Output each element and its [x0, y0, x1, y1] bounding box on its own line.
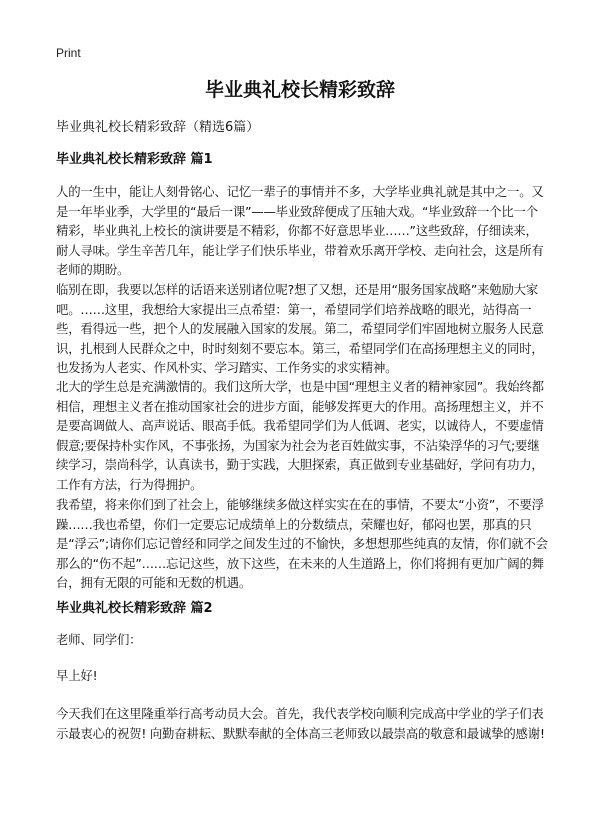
- paragraph: 临别在即，我要以怎样的话语来送别诸位呢?想了又想，还是用“服务国家战略”来勉励大家吧。……这里，我想给大家提出三点希望：第一，希望同学们培养战略的眼光，站得高一些，看得远一些，把个人的发展融入国家的发展。第二，希望同学们牢固地树立服务人民意识，扎根到人民群众之中，时时刻刻不要忘本。第三，希望同学们在高扬理想主义的同时，也发扬为人老实、作风朴实、学习踏实、工作务实的求实精神。: [56, 282, 544, 375]
- section-heading: 毕业典礼校长精彩致辞 篇1: [56, 152, 213, 167]
- paragraph: 北大的学生总是充满激情的。我们这所大学，也是中国“理想主义者的精神家园”。我始终都相信，理想主义者在推动国家社会的进步方面，能够发挥更大的作用。高扬理想主义，并不是要高调做人、高声说话、眼高手低。我希望同学们为人低调、老实，以诚待人，不要虚情假意;要保持朴实作风，不事张扬，为国家为社会为老百姓做实事，不沾染浮华的习气;要继续学习，崇尚科学，认真读书，勤于实践，大胆探索，真正做到专业基础好，学问有功力，工作有方法，行为得拥护。: [56, 379, 544, 492]
- paragraph: 今天我们在这里隆重举行高考动员大会。首先，我代表学校向顺利完成高中学业的学子们表示最衷心的祝贺! 向勤奋耕耘、默默奉献的全体高三老师致以最崇高的敬意和最诚挚的感谢!: [56, 706, 545, 741]
- section-heading: 毕业典礼校长精彩致辞 篇2: [56, 601, 213, 616]
- paragraph: 我希望，将来你们到了社会上，能够继续多做这样实实在在的事情，不要太“小资”，不要浮躁……我也希望，你们一定要忘记成绩单上的分数绩点，荣耀也好，郁闷也罢，那真的只是“浮云”;请你们忘记曾经和同学之间发生过的不愉快，多想想那些纯真的友情，你们就不会那么的“伤不起”……忘记这些，放下这些，在未来的人生道路上，你们将拥有更加广阔的舞台，拥有无限的可能和无数的机遇。: [56, 497, 548, 590]
- print-link[interactable]: Print: [56, 46, 81, 60]
- page-title: 毕业典礼校长精彩致辞: [204, 79, 395, 101]
- paragraph: 早上好!: [56, 668, 98, 683]
- paragraph: 老师、同学们：: [56, 632, 142, 647]
- document-subtitle: 毕业典礼校长精彩致辞（精选6篇）: [56, 120, 260, 135]
- paragraph: 人的一生中，能让人刻骨铭心、记忆一辈子的事情并不多，大学毕业典礼就是其中之一。又是一年毕业季，大学里的“最后一课”——毕业致辞便成了压轴大戏。“毕业致辞一个比一个精彩，毕业典礼上校长的演讲要是不精彩，你都不好意思毕业……”这些致辞，仔细读来，耐人寻味。学生辛苦几年，能让学子们快乐毕业，带着欢乐离开学校、走向社会，这是所有老师的期盼。: [56, 184, 544, 277]
